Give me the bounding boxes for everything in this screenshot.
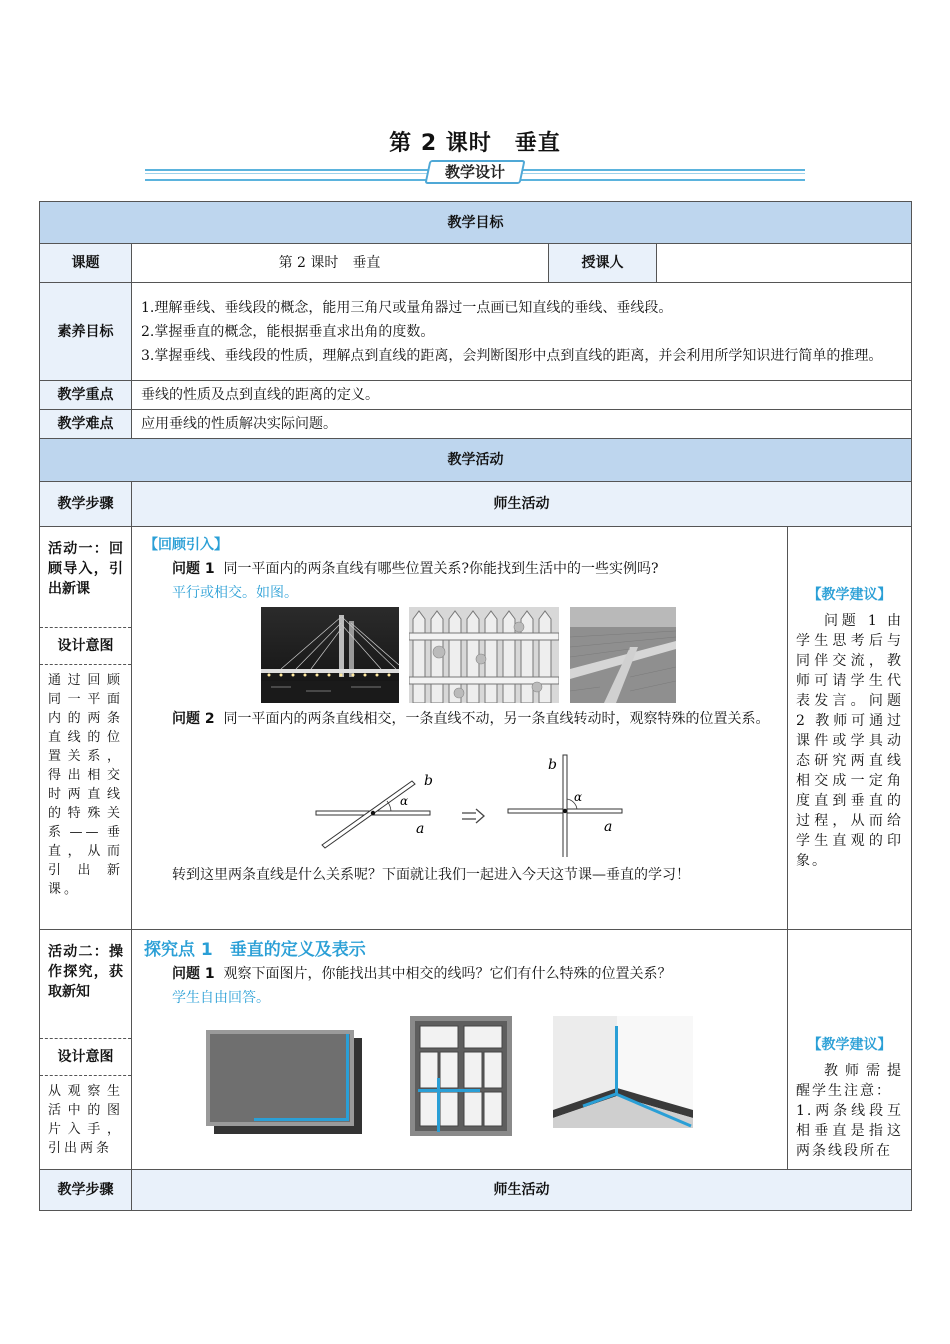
activity1-intent-text: 通过回顾同一平面内的两条直线的位置关系，得出相交时两直线的特殊关系——垂直，从而引出新课。 (48, 673, 123, 897)
focus-value: 垂线的性质及点到直线的距离的定义。 (132, 381, 912, 410)
literacy-item: 2.掌握垂直的概念，能根据垂直求出角的度数。 (141, 323, 435, 340)
example-photos (261, 607, 775, 703)
difficulty-value: 应用垂线的性质解决实际问题。 (132, 410, 912, 439)
footer-teacher-student-label: 师生活动 (132, 1170, 912, 1211)
oblique-lines (316, 773, 433, 848)
teacher-value (657, 244, 912, 283)
intersecting-lines-figure (144, 733, 664, 857)
goals-header: 教学目标 (40, 202, 912, 244)
q1-answer: 学生自由回答。 (172, 990, 270, 1006)
suggest-tag: 【教学建议】 (807, 587, 892, 603)
suggest-text: 教师需提醒学生注意： (796, 1063, 904, 1099)
alpha-label: α (400, 794, 409, 808)
suggest-tag: 【教学建议】 (807, 1037, 892, 1053)
review-tag: 【回顾引入】 (144, 537, 228, 553)
wall-corner-photo (553, 1016, 693, 1128)
q1-text: 同一平面内的两条直线有哪些位置关系?你能找到生活中的一些实例吗? (223, 561, 659, 577)
topic-label: 课题 (40, 244, 132, 283)
difficulty-label: 教学难点 (40, 410, 132, 439)
literacy-item: 3.掌握垂线、垂线段的性质，理解点到直线的距离，会判断图形中点到直线的距离，并会利用所学知识进行简单的推理。 (141, 347, 883, 364)
teacher-label: 授课人 (549, 244, 657, 283)
activity1-suggestion (788, 527, 912, 930)
window-photo (410, 1016, 512, 1136)
topic-value: 第 2 课时 垂直 (132, 244, 549, 283)
activity1-intent-label: 设计意图 (40, 627, 131, 665)
section-banner (145, 160, 805, 186)
q2-text: 同一平面内的两条直线相交，一条直线不动，另一条直线转动时，观察特殊的位置关系。 (223, 711, 770, 727)
q1-answer: 平行或相交。如图。 (172, 585, 298, 601)
perpendicular-photos (206, 1016, 775, 1138)
steps-label: 教学步骤 (40, 482, 132, 527)
field-road-photo (570, 607, 676, 703)
suggest-text: 问题 1 由学生思考后与同伴交流，教师可请学生代表发言。问题 2 教师可通过课件或学具动态研究两直线相交成一定角度直到垂直的过程，从而给学生直观的印象。 (796, 613, 904, 869)
arrow-icon (462, 809, 484, 823)
fence-photo (409, 607, 559, 703)
banner-label: 教学设计 (444, 163, 505, 181)
literacy-item: 1.理解垂线、垂线段的概念，能用三角尺或量角器过一点画已知直线的垂线、垂线段。 (141, 299, 673, 316)
explore-title: 探究点 1 垂直的定义及表示 (144, 940, 366, 960)
activity1-q2 (144, 709, 775, 729)
bridge-night-photo (261, 607, 399, 703)
activity2-intent-label: 设计意图 (40, 1038, 131, 1076)
q2-label: 问题 2 (172, 711, 215, 727)
activity2-suggestion (788, 930, 912, 1170)
blackboard-photo (206, 1030, 362, 1134)
line-b-label: b (548, 757, 557, 773)
activity2-q1 (144, 964, 775, 984)
activity2-left (40, 930, 132, 1170)
lesson-plan-table (39, 201, 912, 1211)
activity2-content (132, 930, 788, 1170)
q1-label: 问题 1 (172, 561, 215, 577)
activity1-content (132, 527, 788, 930)
line-b-label: b (424, 773, 433, 789)
perpendicular-lines (508, 755, 622, 857)
banner-tag (424, 160, 525, 184)
transition-text: 转到这里两条直线是什么关系呢？下面就让我们一起进入今天这节课—垂直的学习！ (172, 867, 690, 883)
literacy-label: 素养目标 (40, 283, 132, 381)
activity1-q1 (144, 559, 775, 579)
literacy-goals (132, 283, 912, 381)
suggest-point: 1.两条线段互相垂直是指这两条线段所在 (796, 1103, 904, 1159)
activity1-name: 活动一：回顾导入，引出新课 (48, 541, 123, 597)
line-a-label: a (604, 819, 613, 835)
activity2-name: 活动二：操作探究，获取新知 (48, 944, 123, 1000)
activities-header: 教学活动 (40, 439, 912, 482)
line-a-label: a (416, 821, 425, 837)
footer-steps-label: 教学步骤 (40, 1170, 132, 1211)
q1-label: 问题 1 (172, 966, 215, 982)
q1-text: 观察下面图片，你能找出其中相交的线吗？它们有什么特殊的位置关系？ (223, 966, 672, 982)
activity2-intent-text: 从观察生活中的图片入手，引出两条 (48, 1084, 123, 1156)
alpha-label: α (574, 790, 583, 804)
teacher-student-label: 师生活动 (132, 482, 912, 527)
focus-label: 教学重点 (40, 381, 132, 410)
activity1-left (40, 527, 132, 930)
page-title: 第 2 课时 垂直 (389, 131, 561, 156)
